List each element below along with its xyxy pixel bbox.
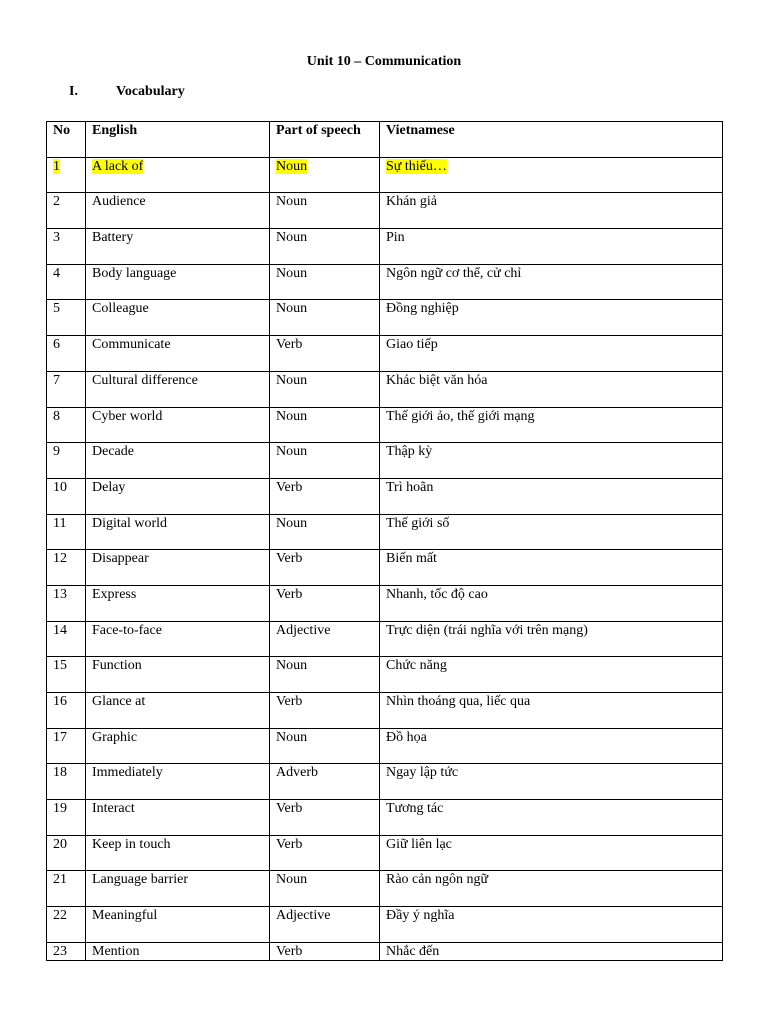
cell-part-of-speech [270,585,380,621]
cell-english [86,336,270,372]
cell-english-text: Communicate [92,337,171,353]
cell-english-text: Audience [92,194,146,210]
cell-english-text: Graphic [92,729,138,745]
cell-no [47,835,86,871]
cell-no [47,229,86,265]
cell-vietnamese [380,693,723,729]
table-row [47,907,723,943]
cell-part-of-speech-text: Noun [276,194,308,210]
cell-vietnamese-text: Trực diện (trái nghĩa với trên mạng) [386,622,588,638]
table-row [47,300,723,336]
cell-part-of-speech [270,621,380,657]
cell-vietnamese-text: Ngôn ngữ cơ thể, cử chỉ [386,265,522,281]
table-row [47,835,723,871]
cell-english-text: Delay [92,479,126,495]
cell-no [47,264,86,300]
cell-vietnamese-text: Ngay lập tức [386,765,459,781]
cell-vietnamese-text: Chức năng [386,658,447,674]
cell-no-text: 14 [53,622,67,638]
cell-part-of-speech-text: Verb [276,337,303,353]
cell-no-text: 18 [53,765,67,781]
cell-no [47,657,86,693]
table-row [47,550,723,586]
cell-vietnamese-text: Trì hoãn [386,479,434,495]
table-row [47,407,723,443]
table-row [47,621,723,657]
cell-english-text: Function [92,658,142,674]
cell-english [86,728,270,764]
cell-vietnamese [380,585,723,621]
cell-english [86,371,270,407]
cell-vietnamese-text: Giao tiếp [386,337,438,353]
cell-part-of-speech-text: Adverb [276,765,318,781]
cell-vietnamese-text: Tương tác [386,801,444,817]
cell-no-text: 21 [53,872,67,888]
cell-part-of-speech [270,371,380,407]
cell-no-text: 13 [53,586,67,602]
cell-vietnamese-text: Đồ họa [386,729,427,745]
cell-no [47,478,86,514]
cell-part-of-speech [270,336,380,372]
table-row [47,478,723,514]
header-english: English [86,122,270,158]
cell-english-text: Body language [92,265,177,281]
cell-vietnamese [380,371,723,407]
cell-part-of-speech [270,764,380,800]
cell-part-of-speech-text: Verb [276,836,303,852]
cell-english-text: Disappear [92,551,149,567]
header-vietnamese: Vietnamese [380,122,723,158]
cell-no [47,800,86,836]
cell-part-of-speech-text: Noun [276,729,308,745]
table-body [47,157,723,960]
table-row [47,229,723,265]
cell-part-of-speech [270,657,380,693]
table-header-row [47,122,723,158]
cell-english [86,942,270,960]
table-row [47,193,723,229]
cell-part-of-speech-text: Verb [276,551,303,567]
cell-english-text: Express [92,586,137,602]
cell-vietnamese [380,835,723,871]
cell-no-text: 22 [53,908,67,924]
section-title: Vocabulary [116,84,185,99]
cell-no-text: 7 [53,372,60,388]
cell-vietnamese [380,764,723,800]
cell-vietnamese [380,871,723,907]
cell-part-of-speech-text: Noun [276,158,308,174]
cell-vietnamese-text: Nhìn thoáng qua, liếc qua [386,694,531,709]
cell-vietnamese-text: Thế giới số [386,515,450,531]
cell-english [86,907,270,943]
cell-part-of-speech [270,264,380,300]
cell-vietnamese [380,514,723,550]
cell-part-of-speech [270,443,380,479]
cell-vietnamese-text: Rào cản ngôn ngữ [386,872,489,888]
cell-vietnamese [380,264,723,300]
table-row [47,264,723,300]
cell-english [86,835,270,871]
cell-part-of-speech-text: Noun [276,444,308,460]
vocabulary-table [46,121,723,961]
cell-no-text: 10 [53,479,67,495]
cell-english [86,585,270,621]
cell-vietnamese-text: Đồng nghiệp [386,301,459,317]
cell-part-of-speech-text: Verb [276,586,303,602]
cell-no-text: 4 [53,265,60,281]
cell-part-of-speech [270,728,380,764]
cell-english [86,300,270,336]
cell-no [47,300,86,336]
cell-vietnamese-text: Thế giới ảo, thế giới mạng [386,408,535,424]
table-row [47,764,723,800]
cell-vietnamese-text: Pin [386,230,405,246]
cell-part-of-speech [270,478,380,514]
cell-part-of-speech-text: Noun [276,301,308,317]
cell-no [47,193,86,229]
cell-part-of-speech-text: Adjective [276,622,331,638]
cell-english [86,514,270,550]
table-row [47,514,723,550]
cell-no-text: 16 [53,694,67,709]
table-row [47,942,723,960]
cell-part-of-speech [270,907,380,943]
table-row [47,157,723,193]
cell-no-text: 15 [53,658,67,674]
cell-vietnamese-text: Thập kỳ [386,444,433,460]
cell-english-text: A lack of [92,158,144,174]
cell-english [86,800,270,836]
cell-vietnamese [380,942,723,960]
table-row [47,800,723,836]
cell-no [47,371,86,407]
cell-part-of-speech [270,871,380,907]
cell-no-text: 17 [53,729,67,745]
cell-no [47,443,86,479]
cell-no [47,907,86,943]
cell-no [47,764,86,800]
table-row [47,657,723,693]
cell-no-text: 20 [53,836,67,852]
cell-part-of-speech-text: Noun [276,515,308,531]
cell-english [86,443,270,479]
cell-english-text: Digital world [92,515,168,531]
cell-english [86,478,270,514]
cell-part-of-speech-text: Verb [276,801,303,817]
table-row [47,871,723,907]
cell-part-of-speech [270,835,380,871]
cell-part-of-speech [270,407,380,443]
cell-part-of-speech [270,550,380,586]
cell-no-text: 2 [53,194,60,210]
cell-no-text: 3 [53,230,60,246]
cell-part-of-speech [270,193,380,229]
cell-english [86,764,270,800]
table-row [47,728,723,764]
cell-vietnamese [380,728,723,764]
cell-no [47,407,86,443]
cell-english [86,193,270,229]
cell-english-text: Battery [92,230,134,246]
cell-part-of-speech [270,157,380,193]
cell-no-text: 11 [53,515,67,531]
table-row [47,585,723,621]
cell-english [86,621,270,657]
cell-vietnamese-text: Khác biệt văn hóa [386,372,488,388]
section-heading [69,84,185,100]
header-part-of-speech: Part of speech [270,122,380,158]
cell-part-of-speech [270,800,380,836]
cell-vietnamese [380,621,723,657]
cell-no [47,514,86,550]
cell-part-of-speech-text: Verb [276,694,303,709]
cell-english-text: Language barrier [92,872,188,888]
cell-no-text: 8 [53,408,60,424]
cell-part-of-speech-text: Noun [276,265,308,281]
cell-vietnamese [380,300,723,336]
cell-english-text: Interact [92,801,135,817]
cell-vietnamese [380,550,723,586]
cell-part-of-speech-text: Verb [276,479,303,495]
cell-english [86,157,270,193]
cell-english [86,550,270,586]
cell-vietnamese [380,336,723,372]
cell-part-of-speech [270,300,380,336]
table-row [47,371,723,407]
cell-english-text: Decade [92,444,134,460]
cell-part-of-speech-text: Noun [276,872,308,888]
cell-vietnamese [380,657,723,693]
cell-vietnamese-text: Nhắc đến [386,943,440,959]
cell-no [47,728,86,764]
cell-no [47,871,86,907]
cell-vietnamese [380,443,723,479]
cell-no [47,942,86,960]
cell-no-text: 6 [53,337,60,353]
cell-english [86,693,270,729]
cell-part-of-speech [270,514,380,550]
cell-part-of-speech-text: Noun [276,230,308,246]
cell-no-text: 19 [53,801,67,817]
cell-english [86,871,270,907]
table-row [47,443,723,479]
cell-english-text: Immediately [92,765,163,781]
cell-vietnamese [380,800,723,836]
cell-part-of-speech [270,229,380,265]
cell-no-text: 23 [53,943,67,959]
cell-no [47,157,86,193]
cell-vietnamese-text: Giữ liên lạc [386,836,452,852]
cell-english-text: Colleague [92,301,149,317]
cell-vietnamese-text: Nhanh, tốc độ cao [386,586,488,602]
cell-english-text: Meaningful [92,908,158,924]
cell-vietnamese-text: Đầy ý nghĩa [386,908,455,924]
cell-vietnamese-text: Sự thiếu… [386,158,447,174]
cell-english-text: Face-to-face [92,622,162,638]
cell-part-of-speech [270,693,380,729]
cell-no-text: 1 [53,158,60,174]
cell-english-text: Keep in touch [92,836,171,852]
cell-no [47,693,86,729]
document-title: Unit 10 – Communication [306,54,462,69]
cell-no-text: 12 [53,551,67,567]
cell-english [86,657,270,693]
cell-no-text: 9 [53,444,60,460]
cell-vietnamese-text: Khán giả [386,194,437,210]
cell-english-text: Glance at [92,694,146,709]
cell-no [47,550,86,586]
cell-part-of-speech-text: Adjective [276,908,331,924]
cell-no [47,585,86,621]
cell-no [47,336,86,372]
cell-vietnamese [380,193,723,229]
cell-vietnamese [380,157,723,193]
cell-english [86,407,270,443]
section-numeral: I. [69,84,78,99]
cell-vietnamese [380,478,723,514]
cell-part-of-speech [270,942,380,960]
cell-no [47,621,86,657]
cell-part-of-speech-text: Noun [276,658,308,674]
cell-english [86,264,270,300]
cell-part-of-speech-text: Noun [276,408,308,424]
cell-part-of-speech-text: Noun [276,372,308,388]
cell-vietnamese [380,407,723,443]
cell-vietnamese [380,229,723,265]
table-row [47,336,723,372]
cell-english-text: Cyber world [92,408,163,424]
cell-part-of-speech-text: Verb [276,943,303,959]
table-row [47,693,723,729]
cell-english [86,229,270,265]
cell-vietnamese [380,907,723,943]
cell-vietnamese-text: Biến mất [386,551,437,567]
header-no: No [47,122,86,158]
cell-english-text: Cultural difference [92,372,198,388]
cell-no-text: 5 [53,301,60,317]
cell-english-text: Mention [92,943,140,959]
